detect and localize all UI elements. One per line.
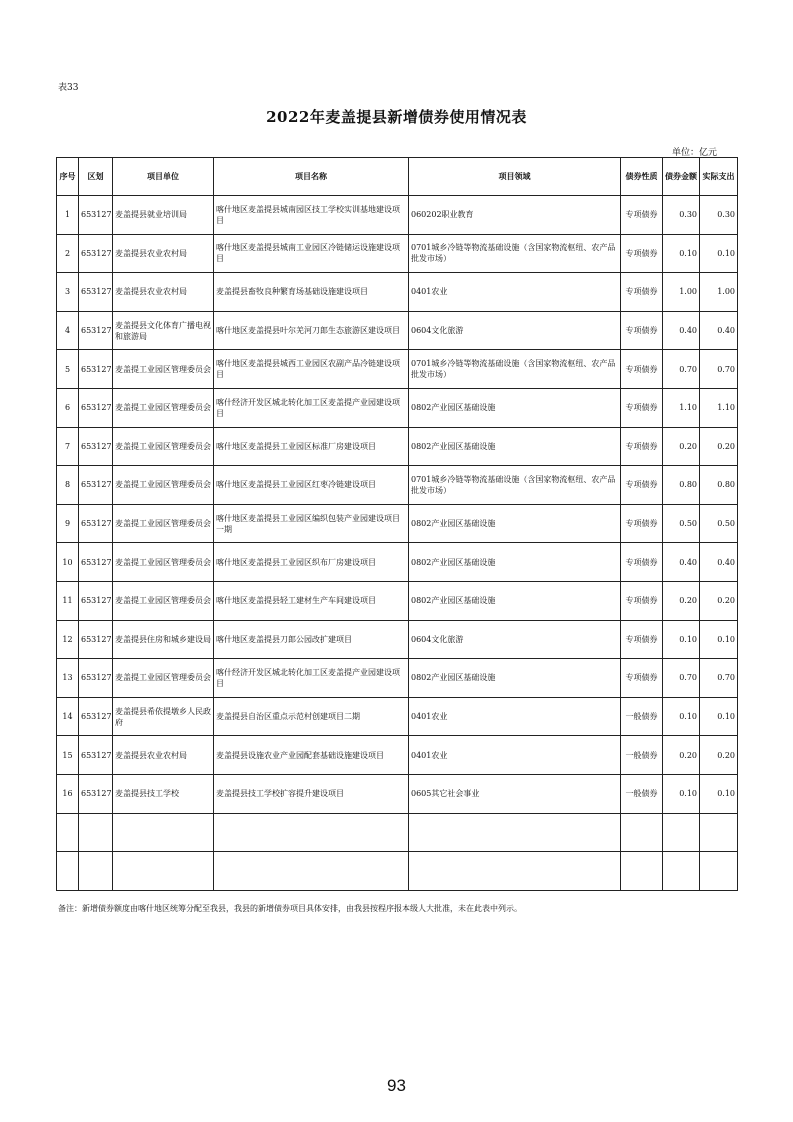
cell-project-name: 喀什地区麦盖提县工业园区标准厂房建设项目 [214,427,409,466]
empty-row [57,852,738,891]
cell-spent: 0.70 [700,659,738,698]
cell-district: 653127 [79,697,113,736]
cell-spent: 0.70 [700,350,738,389]
cell-amount: 0.30 [663,196,700,235]
cell-spent: 0.40 [700,311,738,350]
cell-project-name: 喀什经济开发区城北转化加工区麦盖提产业园建设项目 [214,659,409,698]
cell-unit: 麦盖提工业园区管理委员会 [113,466,214,505]
cell-field: 0701城乡冷链等物流基础设施（含国家物流枢纽、农产品批发市场） [409,466,621,505]
empty-cell [700,852,738,891]
cell-spent: 0.10 [700,234,738,273]
cell-unit: 麦盖提工业园区管理委员会 [113,659,214,698]
table-row [57,543,738,582]
cell-spent: 0.20 [700,581,738,620]
cell-district: 653127 [79,504,113,543]
bond-usage-table [56,157,738,891]
cell-project-name: 喀什经济开发区城北转化加工区麦盖提产业园建设项目 [214,388,409,427]
cell-unit: 麦盖提县农业农村局 [113,736,214,775]
cell-spent: 1.10 [700,388,738,427]
cell-project-name: 喀什地区麦盖提县轻工建材生产车间建设项目 [214,581,409,620]
cell-seq: 10 [57,543,79,582]
table-row [57,620,738,659]
cell-project-name: 喀什地区麦盖提县城南园区技工学校实训基地建设项目 [214,196,409,235]
empty-cell [214,852,409,891]
cell-spent: 0.10 [700,620,738,659]
cell-amount: 0.50 [663,504,700,543]
cell-seq: 11 [57,581,79,620]
cell-amount: 0.40 [663,311,700,350]
cell-field: 0802产业园区基础设施 [409,543,621,582]
cell-project-name: 喀什地区麦盖提县刀郎公园改扩建项目 [214,620,409,659]
cell-seq: 1 [57,196,79,235]
cell-seq: 16 [57,774,79,813]
header-district: 区划 [79,158,113,196]
page-number: 93 [387,1076,406,1095]
table-row [57,350,738,389]
cell-amount: 0.20 [663,736,700,775]
cell-amount: 0.80 [663,466,700,505]
cell-amount: 0.20 [663,427,700,466]
cell-bond-type: 专项债券 [621,427,663,466]
table-body [57,196,738,891]
cell-bond-type: 专项债券 [621,350,663,389]
cell-bond-type: 一般债券 [621,774,663,813]
cell-seq: 5 [57,350,79,389]
cell-amount: 0.10 [663,620,700,659]
cell-unit: 麦盖提县文化体育广播电视和旅游局 [113,311,214,350]
table-row [57,736,738,775]
empty-cell [113,852,214,891]
cell-bond-type: 专项债券 [621,311,663,350]
cell-amount: 0.40 [663,543,700,582]
cell-bond-type: 专项债券 [621,466,663,505]
cell-unit: 麦盖提工业园区管理委员会 [113,504,214,543]
cell-field: 0401农业 [409,697,621,736]
cell-district: 653127 [79,311,113,350]
cell-project-name: 麦盖提县设施农业产业园配套基础设施建设项目 [214,736,409,775]
cell-district: 653127 [79,543,113,582]
cell-district: 653127 [79,196,113,235]
cell-field: 0701城乡冷链等物流基础设施（含国家物流枢纽、农产品批发市场） [409,350,621,389]
table-row [57,273,738,312]
cell-district: 653127 [79,581,113,620]
cell-project-name: 喀什地区麦盖提县工业园区编织包装产业园建设项目一期 [214,504,409,543]
unit-label: 单位：亿元 [672,148,718,158]
cell-district: 653127 [79,273,113,312]
table-row [57,427,738,466]
empty-cell [663,813,700,852]
table-row [57,466,738,505]
cell-seq: 3 [57,273,79,312]
header-type: 债券性质 [621,158,663,196]
cell-project-name: 喀什地区麦盖提县城南工业园区冷链储运设施建设项目 [214,234,409,273]
cell-seq: 8 [57,466,79,505]
cell-unit: 麦盖提工业园区管理委员会 [113,581,214,620]
cell-seq: 13 [57,659,79,698]
cell-project-name: 麦盖提县畜牧良种繁育场基础设施建设项目 [214,273,409,312]
cell-field: 0802产业园区基础设施 [409,427,621,466]
header-field: 项目领域 [409,158,621,196]
cell-amount: 0.10 [663,774,700,813]
cell-field: 0802产业园区基础设施 [409,388,621,427]
cell-spent: 0.20 [700,736,738,775]
cell-amount: 0.70 [663,659,700,698]
cell-field: 0701城乡冷链等物流基础设施（含国家物流枢纽、农产品批发市场） [409,234,621,273]
cell-amount: 1.00 [663,273,700,312]
cell-bond-type: 一般债券 [621,697,663,736]
cell-unit: 麦盖提县希依提墩乡人民政府 [113,697,214,736]
cell-seq: 15 [57,736,79,775]
cell-unit: 麦盖提工业园区管理委员会 [113,543,214,582]
cell-seq: 2 [57,234,79,273]
page-title: 2022年麦盖提县新增债券使用情况表 [266,108,527,126]
cell-bond-type: 专项债券 [621,620,663,659]
table-row [57,697,738,736]
cell-district: 653127 [79,388,113,427]
cell-field: 060202职业教育 [409,196,621,235]
cell-seq: 9 [57,504,79,543]
cell-district: 653127 [79,620,113,659]
cell-bond-type: 专项债券 [621,659,663,698]
cell-district: 653127 [79,466,113,505]
header-name: 项目名称 [214,158,409,196]
cell-bond-type: 专项债券 [621,196,663,235]
cell-bond-type: 专项债券 [621,581,663,620]
table-row [57,311,738,350]
empty-cell [409,813,621,852]
cell-district: 653127 [79,234,113,273]
table-row [57,504,738,543]
cell-spent: 0.80 [700,466,738,505]
empty-cell [79,813,113,852]
cell-bond-type: 专项债券 [621,543,663,582]
header-amount: 债券金额 [663,158,700,196]
table-header-row [57,158,738,196]
cell-spent: 1.00 [700,273,738,312]
cell-district: 653127 [79,659,113,698]
cell-district: 653127 [79,427,113,466]
cell-field: 0605其它社会事业 [409,774,621,813]
cell-seq: 12 [57,620,79,659]
cell-amount: 0.10 [663,234,700,273]
cell-unit: 麦盖提工业园区管理委员会 [113,350,214,389]
cell-field: 0401农业 [409,736,621,775]
cell-spent: 0.20 [700,427,738,466]
empty-cell [663,852,700,891]
empty-cell [57,852,79,891]
cell-bond-type: 专项债券 [621,273,663,312]
empty-cell [409,852,621,891]
cell-seq: 14 [57,697,79,736]
empty-cell [113,813,214,852]
table-row [57,581,738,620]
cell-field: 0802产业园区基础设施 [409,659,621,698]
empty-row [57,813,738,852]
cell-seq: 6 [57,388,79,427]
footnote: 备注：新增债券额度由喀什地区统筹分配至我县，我县的新增债券项目具体安排，由我县按程序报本级人大批准，未在此表中列示。 [58,904,522,913]
cell-district: 653127 [79,736,113,775]
cell-unit: 麦盖提工业园区管理委员会 [113,427,214,466]
header-seq: 序号 [57,158,79,196]
cell-project-name: 麦盖提县自治区重点示范村创建项目二期 [214,697,409,736]
cell-project-name: 喀什地区麦盖提县叶尔羌河刀郎生态旅游区建设项目 [214,311,409,350]
cell-bond-type: 专项债券 [621,388,663,427]
cell-unit: 麦盖提工业园区管理委员会 [113,388,214,427]
table-row [57,196,738,235]
cell-project-name: 麦盖提县技工学校扩容提升建设项目 [214,774,409,813]
cell-field: 0604文化旅游 [409,311,621,350]
table-row [57,774,738,813]
cell-amount: 1.10 [663,388,700,427]
cell-district: 653127 [79,774,113,813]
cell-project-name: 喀什地区麦盖提县工业园区红枣冷链建设项目 [214,466,409,505]
cell-spent: 0.10 [700,697,738,736]
cell-amount: 0.20 [663,581,700,620]
cell-field: 0604文化旅游 [409,620,621,659]
header-unit: 项目单位 [113,158,214,196]
cell-unit: 麦盖提县农业农村局 [113,234,214,273]
empty-cell [621,813,663,852]
table-row [57,234,738,273]
table-row [57,659,738,698]
cell-district: 653127 [79,350,113,389]
cell-unit: 麦盖提县就业培训局 [113,196,214,235]
empty-cell [214,813,409,852]
empty-cell [700,813,738,852]
cell-bond-type: 一般债券 [621,736,663,775]
cell-field: 0401农业 [409,273,621,312]
cell-spent: 0.50 [700,504,738,543]
cell-bond-type: 专项债券 [621,504,663,543]
cell-project-name: 喀什地区麦盖提县城西工业园区农副产品冷链建设项目 [214,350,409,389]
cell-field: 0802产业园区基础设施 [409,504,621,543]
empty-cell [79,852,113,891]
empty-cell [621,852,663,891]
cell-bond-type: 专项债券 [621,234,663,273]
cell-spent: 0.30 [700,196,738,235]
cell-project-name: 喀什地区麦盖提县工业园区织布厂房建设项目 [214,543,409,582]
table-row [57,388,738,427]
cell-spent: 0.10 [700,774,738,813]
header-spent: 实际支出 [700,158,738,196]
table-number: 表33 [58,83,79,93]
cell-field: 0802产业园区基础设施 [409,581,621,620]
cell-unit: 麦盖提县农业农村局 [113,273,214,312]
cell-spent: 0.40 [700,543,738,582]
cell-amount: 0.10 [663,697,700,736]
empty-cell [57,813,79,852]
cell-seq: 7 [57,427,79,466]
cell-amount: 0.70 [663,350,700,389]
cell-unit: 麦盖提县技工学校 [113,774,214,813]
cell-seq: 4 [57,311,79,350]
cell-unit: 麦盖提县住房和城乡建设局 [113,620,214,659]
